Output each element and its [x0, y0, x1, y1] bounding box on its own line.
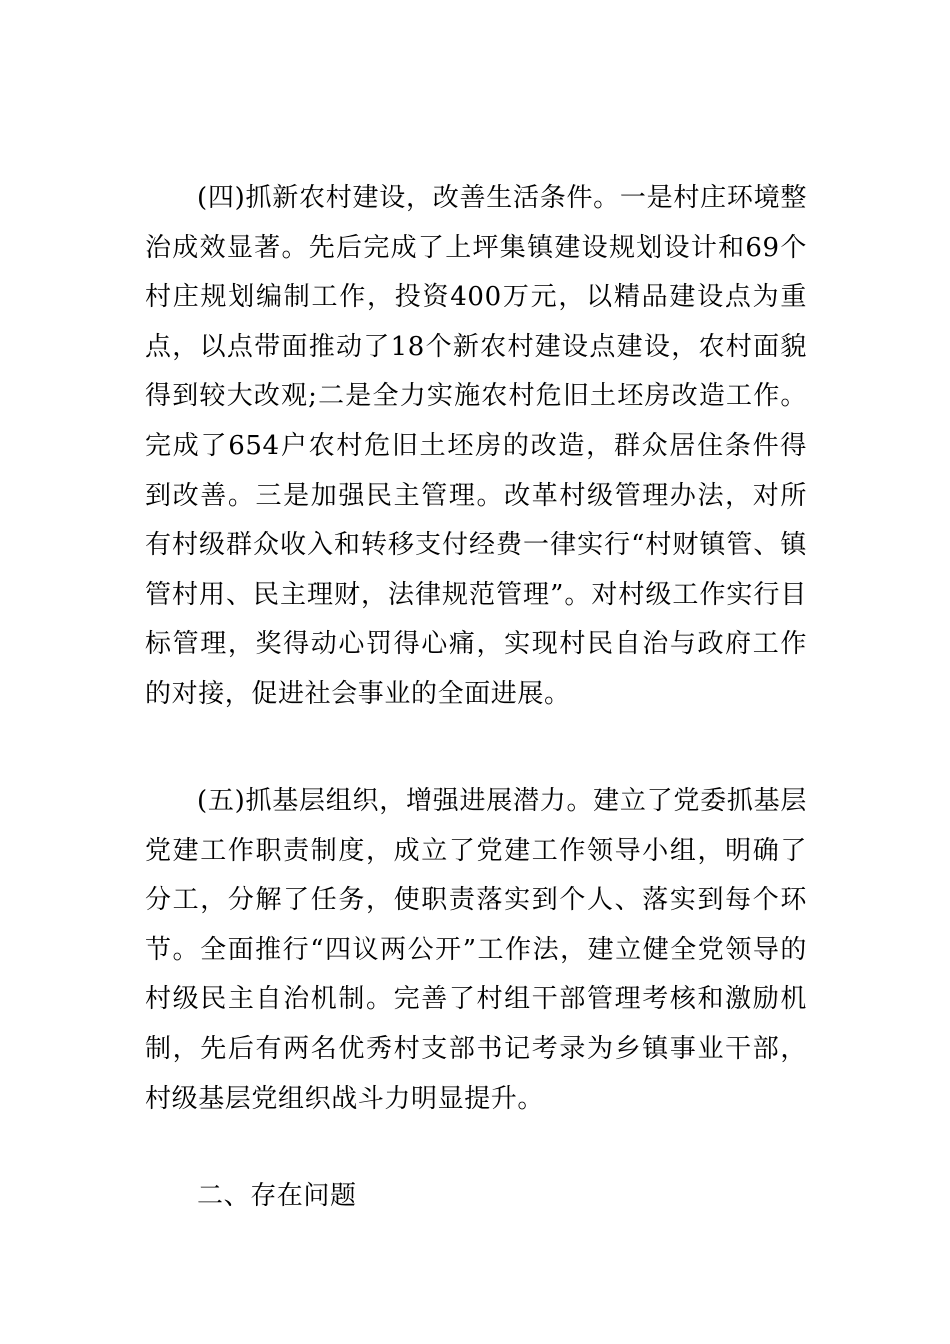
section-heading-existing-problems: 二、存在问题	[197, 1181, 357, 1211]
paragraph-grassroots-organization: (五)抓基层组织，增强进展潜力。建立了党委抓基层党建工作职责制度，成立了党建工作领导小组，明确了分工，分解了任务，使职责落实到个人、落实到每个环节。全面推行“四议两公开”工作法，建立健全党领导的村级民主自治机制。完善了村组干部管理考核和激励机制，先后有两名优秀村支部书记考录为乡镇事业干部，村级基层党组织战斗力明显提升。	[145, 786, 807, 1114]
paragraph-new-rural-construction: (四)抓新农村建设，改善生活条件。一是村庄环境整治成效显著。先后完成了上坪集镇建设规划设计和69个村庄规划编制工作，投资400万元，以精品建设点为重点，以点带面推动了18个新农村建设点建设，农村面貌得到较大改观;二是全力实施农村危旧土坯房改造工作。完成了654户农村危旧土坯房的改造，群众居住条件得到改善。三是加强民主管理。改革村级管理办法，对所有村级群众收入和转移支付经费一律实行“村财镇管、镇管村用、民主理财，法律规范管理”。对村级工作实行目标管理，奖得动心罚得心痛，实现村民自治与政府工作的对接，促进社会事业的全面进展。	[145, 183, 807, 709]
